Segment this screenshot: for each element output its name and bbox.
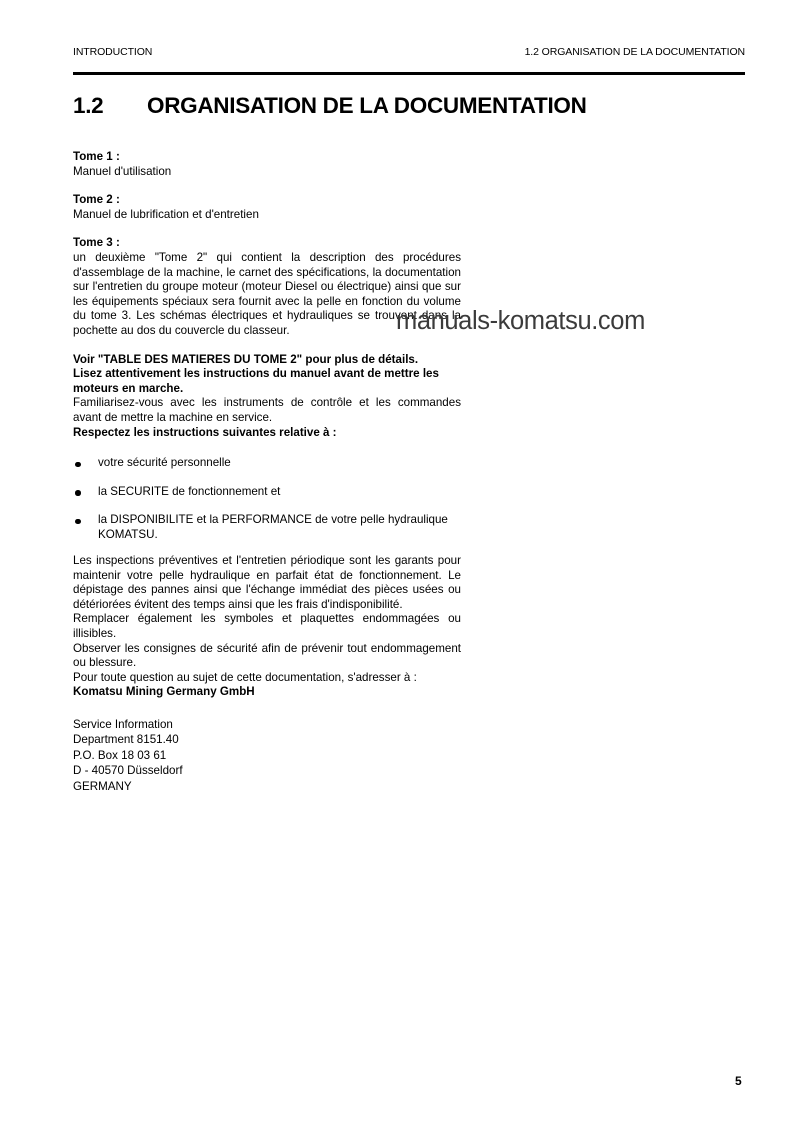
section-number: 1.2 [73,93,104,118]
familiarize-paragraph: Familiarisez-vous avec les instruments de contrôle et les commandes avant de mettre la machine en service. [73,396,461,424]
list-item-label: la DISPONIBILITE et la PERFORMANCE de votre pelle hydraulique KOMATSU. [98,513,448,541]
bullet-dot-icon [75,462,81,468]
contact-question-paragraph: Pour toute question au sujet de cette documentation, s'adresser à : [73,670,417,684]
running-header-left: INTRODUCTION [73,46,153,58]
tome-entry-1 [73,150,461,179]
section-title: ORGANISATION DE LA DOCUMENTATION [147,93,587,118]
tome-entry-2 [73,193,461,222]
list-item [73,485,461,500]
bullet-dot-icon [75,519,81,525]
tome-label: Tome 1 : [73,150,120,163]
tome-description: Manuel de lubrification et d'entretien [73,207,259,221]
tome-label: Tome 2 : [73,193,120,207]
company-name: Komatsu Mining Germany GmbH [73,685,255,699]
running-header [73,46,745,58]
tome-label: Tome 3 : [73,236,120,250]
tome-description: Manuel d'utilisation [73,164,172,178]
bullet-dot-icon [75,490,81,496]
list-item-label: la SECURITE de fonctionnement et [98,484,281,498]
address-line: P.O. Box 18 03 61 [73,748,167,762]
address-block [73,717,461,794]
read-instructions-warning: Lisez attentivement les instructions du manuel avant de mettre les moteurs en marche. [73,367,439,395]
instructions-bullet-list [73,456,461,542]
watermark-text: manuals-komatsu.com [396,307,645,335]
list-item [73,456,461,471]
tome-entry-3 [73,236,461,338]
address-line: GERMANY [73,779,132,793]
respect-instructions-heading: Respectez les instructions suivantes relative à : [73,425,337,439]
list-item-label: votre sécurité personnelle [98,456,231,470]
page-title [73,93,587,119]
tome-description: un deuxième "Tome 2" qui contient la description des procédures d'assemblage de la machine, le carnet des spécifications, la documentation sur l'entretien du groupe moteur (moteur Diesel ou électrique) ainsi que sur les équipements spéciaux sera fournit avec la pelle en fonction du volume du tome 3. Les schémas électriques et hydrauliques se trouvent dans la pochette au dos du couvercle du classeur. [73,250,461,337]
observe-safety-paragraph: Observer les consignes de sécurité afin de prévenir tout endommagement ou blessure. [73,641,461,670]
see-table-of-contents-note: Voir "TABLE DES MATIERES DU TOME 2" pour plus de détails. [73,352,419,366]
preventive-inspections-paragraph: Les inspections préventives et l'entretien périodique sont les garants pour maintenir votre pelle hydraulique en parfait état de fonctionnement. Le dépistage des pannes ainsi que l'échange immédiat des pièces usées ou détériorées évitent des temps ainsi que les frais d'indisponibilité. [73,554,461,611]
header-rule-divider [73,72,745,75]
list-item [73,513,461,542]
document-body [73,150,461,794]
running-header-right: 1.2 ORGANISATION DE LA DOCUMENTATION [524,46,745,58]
address-line: Department 8151.40 [73,733,179,747]
address-line: D - 40570 Düsseldorf [73,764,183,778]
address-line: Service Information [73,718,173,731]
replace-symbols-paragraph: Remplacer également les symboles et plaquettes endommagées ou illisibles. [73,612,461,641]
page-number: 5 [735,1074,742,1088]
